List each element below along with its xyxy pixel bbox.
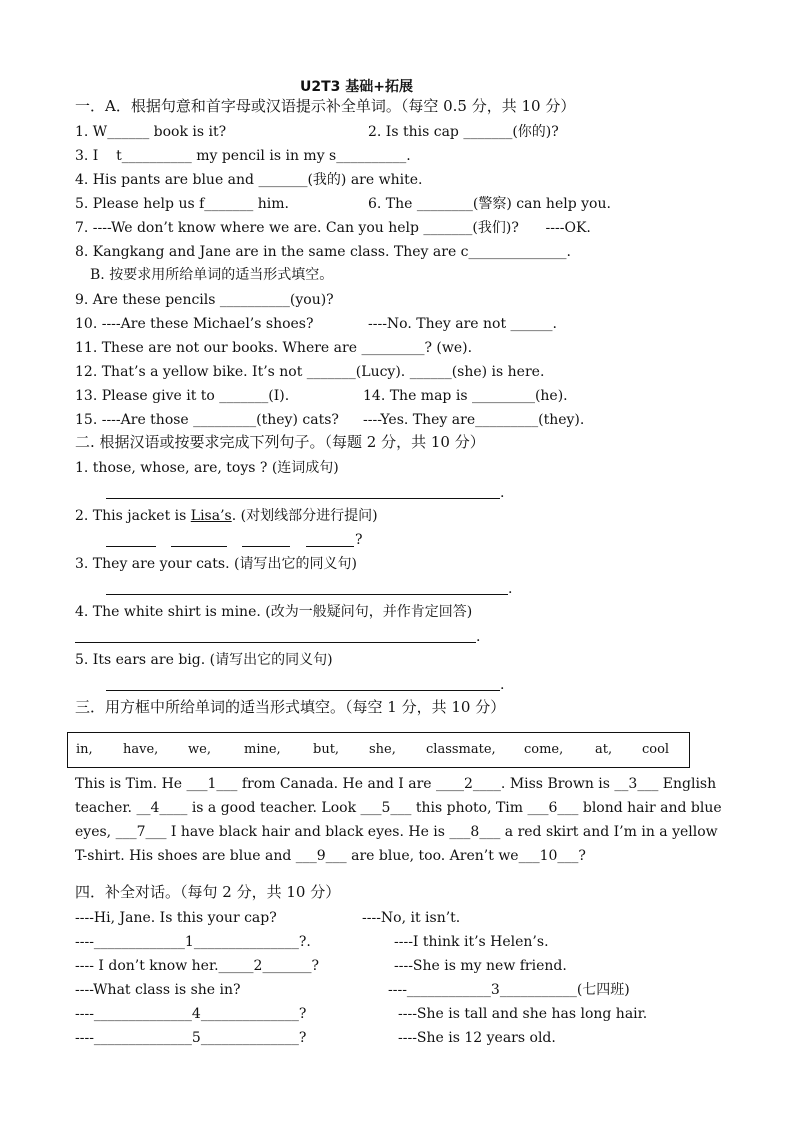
dialog-right-1: ----No, it isn’t. <box>362 910 461 926</box>
word-box-item: come, <box>524 742 564 757</box>
answer-blank-2b[interactable] <box>171 546 227 547</box>
sentence-5: 5. Its ears are big. (请写出它的同义句) <box>75 652 333 668</box>
dialog-right-4: ----____________3___________(七四班) <box>388 982 630 998</box>
sentence-1: 1. those, whose, are, toys ? (连词成句) <box>75 460 339 476</box>
question-9: 9. Are these pencils __________(you)? <box>75 292 334 308</box>
passage-line-3: eyes, ___7___ I have black hair and black eyes. He is ___8___ a red skirt and I’m in a yellow <box>75 824 718 840</box>
answer-line-5-period: . <box>500 677 505 693</box>
question-6: 6. The ________(警察) can help you. <box>368 196 611 212</box>
answer-line-1[interactable] <box>106 498 500 499</box>
sentence-2 <box>75 508 378 524</box>
answer-line-5[interactable] <box>106 690 500 691</box>
dialog-left-1: ----Hi, Jane. Is this your cap? <box>75 910 277 926</box>
question-11: 11. These are not our books. Where are _________? (we). <box>75 340 473 356</box>
answer-line-4-period: . <box>476 629 481 645</box>
passage-line-1: This is Tim. He ___1___ from Canada. He and I are ____2____. Miss Brown is __3___ English <box>75 776 717 792</box>
question-10-right: ----No. They are not ______. <box>368 316 557 332</box>
answer-line-4[interactable] <box>75 642 476 643</box>
section-2-heading: 二. 根据汉语或按要求完成下列句子。（每题 2 分，共 10 分） <box>75 433 485 451</box>
word-box-item: mine, <box>244 742 281 757</box>
question-15-left: 15. ----Are those _________(they) cats? <box>75 412 339 428</box>
answer-line-1-period: . <box>500 485 505 501</box>
answer-blank-2c[interactable] <box>242 546 290 547</box>
word-box-item: but, <box>313 742 340 757</box>
page-title: U2T3 基础+拓展 <box>300 79 414 95</box>
word-box-item: she, <box>369 742 396 757</box>
section-3-heading: 三．用方框中所给单词的适当形式填空。（每空 1 分，共 10 分） <box>75 698 506 716</box>
word-box-item: at, <box>595 742 613 757</box>
answer-blank-2d[interactable] <box>306 546 354 547</box>
word-box-item: in, <box>76 742 93 757</box>
question-2: 2. Is this cap _______(你的)? <box>368 124 559 140</box>
passage-line-2: teacher. __4____ is a good teacher. Look ___5___ this photo, Tim ___6___ blond hair and blue <box>75 800 722 816</box>
section-1a-heading: 一．A．根据句意和首字母或汉语提示补全单词。（每空 0.5 分，共 10 分） <box>75 97 576 115</box>
section-1b-heading: B. 按要求用所给单词的适当形式填空。 <box>90 267 334 283</box>
dialog-left-3: ---- I don’t know her._____2_______? <box>75 958 319 974</box>
word-box-item: classmate, <box>426 742 496 757</box>
dialog-right-6: ----She is 12 years old. <box>398 1030 556 1046</box>
dialog-left-6: ----______________5______________? <box>75 1030 307 1046</box>
answer-blank-2a[interactable] <box>106 546 156 547</box>
word-box-item: cool <box>642 742 670 757</box>
question-5: 5. Please help us f_______ him. <box>75 196 289 212</box>
word-box-item: we, <box>188 742 211 757</box>
question-8: 8. Kangkang and Jane are in the same class. They are c______________. <box>75 244 571 260</box>
question-10-left: 10. ----Are these Michael’s shoes? <box>75 316 314 332</box>
sentence-2-suffix: . (对划线部分进行提问) <box>231 508 378 524</box>
answer-line-3-period: . <box>508 581 513 597</box>
dialog-left-2: ----_____________1_______________?. <box>75 934 311 950</box>
question-14: 14. The map is _________(he). <box>363 388 568 404</box>
question-13: 13. Please give it to _______(I). <box>75 388 290 404</box>
sentence-2-prefix: 2. This jacket is <box>75 508 191 524</box>
question-7: 7. ----We don’t know where we are. Can you help _______(我们)? ----OK. <box>75 220 591 236</box>
answer-line-3[interactable] <box>106 594 508 595</box>
dialog-right-2: ----I think it’s Helen’s. <box>394 934 549 950</box>
question-3: 3. I t__________ my pencil is in my s__________. <box>75 148 411 164</box>
word-box <box>67 732 690 768</box>
sentence-4: 4. The white shirt is mine. (改为一般疑问句，并作肯定回答) <box>75 604 473 620</box>
question-12: 12. That’s a yellow bike. It’s not _______(Lucy). ______(she) is here. <box>75 364 545 380</box>
sentence-3: 3. They are your cats. (请写出它的同义句) <box>75 556 357 572</box>
section-4-heading: 四．补全对话。（每句 2 分，共 10 分） <box>75 883 341 901</box>
dialog-left-5: ----______________4______________? <box>75 1006 307 1022</box>
dialog-left-4: ----What class is she in? <box>75 982 241 998</box>
passage-line-4: T-shirt. His shoes are blue and ___9___ are blue, too. Aren’t we___10___? <box>75 848 586 864</box>
answer-line-2-question-mark: ? <box>355 532 363 548</box>
sentence-2-underlined: Lisa’s <box>190 508 232 524</box>
dialog-right-3: ----She is my new friend. <box>394 958 567 974</box>
question-1: 1. W______ book is it? <box>75 124 227 140</box>
dialog-right-5: ----She is tall and she has long hair. <box>398 1006 648 1022</box>
question-15-right: ----Yes. They are_________(they). <box>363 412 585 428</box>
word-box-item: have, <box>123 742 159 757</box>
question-4: 4. His pants are blue and _______(我的) are white. <box>75 172 423 188</box>
